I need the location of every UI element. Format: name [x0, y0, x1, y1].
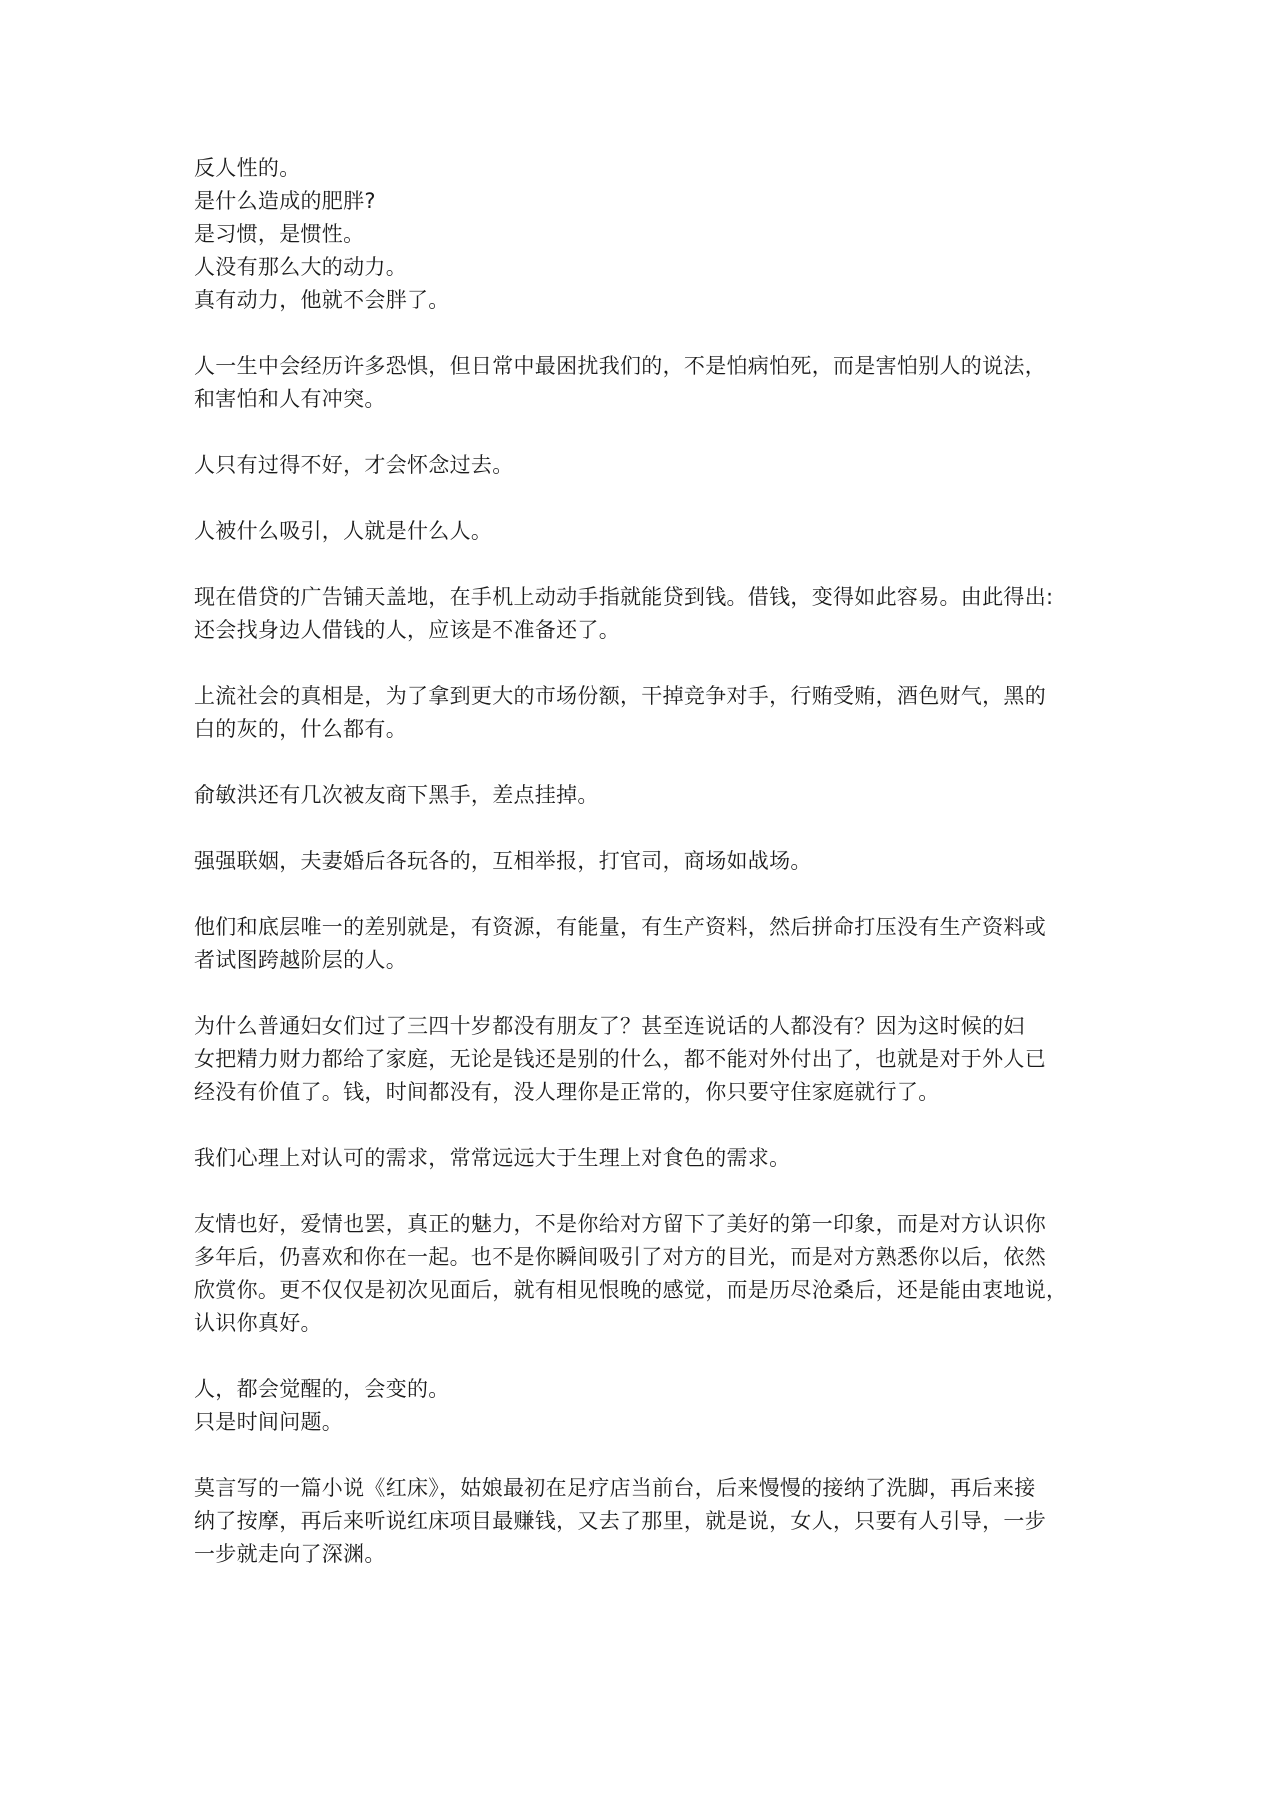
text-line: 和害怕和人有冲突。 — [194, 387, 386, 411]
paragraph-4 — [194, 515, 1086, 548]
paragraph-3 — [194, 449, 1086, 482]
text-line: 上流社会的真相是，为了拿到更大的市场份额，干掉竞争对手，行贿受贿，酒色财气，黑的 — [194, 684, 1046, 708]
paragraph-14 — [194, 1472, 1086, 1571]
text-line: 反人性的。 — [194, 156, 301, 180]
paragraph-10 — [194, 1010, 1086, 1109]
text-line: 真有动力，他就不会胖了。 — [194, 288, 450, 312]
text-line: 人，都会觉醒的，会变的。 — [194, 1377, 450, 1401]
text-line: 莫言写的一篇小说《红床》，姑娘最初在足疗店当前台，后来慢慢的接纳了洗脚，再后来接 — [194, 1476, 1036, 1500]
paragraph-12 — [194, 1208, 1086, 1340]
text-line: 人一生中会经历许多恐惧，但日常中最困扰我们的，不是怕病怕死，而是害怕别人的说法， — [194, 354, 1046, 378]
text-line: 只是时间问题。 — [194, 1410, 344, 1434]
text-line: 现在借贷的广告铺天盖地，在手机上动动手指就能贷到钱。借钱，变得如此容易。由此得出: — [194, 585, 1054, 609]
text-line: 认识你真好。 — [194, 1311, 322, 1335]
text-line: 女把精力财力都给了家庭，无论是钱还是别的什么，都不能对外付出了，也就是对于外人已 — [194, 1047, 1046, 1071]
text-line: 是什么造成的肥胖? — [194, 189, 376, 213]
text-line: 我们心理上对认可的需求，常常远远大于生理上对食色的需求。 — [194, 1146, 791, 1170]
text-line: 人只有过得不好，才会怀念过去。 — [194, 453, 514, 477]
text-line: 是习惯，是惯性。 — [194, 222, 365, 246]
paragraph-8 — [194, 845, 1086, 878]
text-line: 强强联姻，夫妻婚后各玩各的，互相举报，打官司，商场如战场。 — [194, 849, 812, 873]
text-line: 他们和底层唯一的差别就是，有资源，有能量，有生产资料，然后拼命打压没有生产资料或 — [194, 915, 1046, 939]
text-line: 白的灰的，什么都有。 — [194, 717, 407, 741]
text-line: 者试图跨越阶层的人。 — [194, 948, 407, 972]
paragraph-6 — [194, 680, 1086, 746]
paragraph-1 — [194, 152, 1086, 317]
text-line: 一步就走向了深渊。 — [194, 1542, 386, 1566]
text-line: 俞敏洪还有几次被友商下黑手，差点挂掉。 — [194, 783, 599, 807]
paragraph-9 — [194, 911, 1086, 977]
text-line: 欣赏你。更不仅仅是初次见面后，就有相见恨晚的感觉，而是历尽沧桑后，还是能由衷地说， — [194, 1278, 1068, 1302]
paragraph-13 — [194, 1373, 1086, 1439]
text-line: 还会找身边人借钱的人，应该是不准备还了。 — [194, 618, 620, 642]
text-line: 人被什么吸引，人就是什么人。 — [194, 519, 493, 543]
document-page — [194, 152, 1086, 1604]
text-line: 纳了按摩，再后来听说红床项目最赚钱，又去了那里，就是说，女人，只要有人引导，一步 — [194, 1509, 1046, 1533]
paragraph-11 — [194, 1142, 1086, 1175]
text-line: 为什么普通妇女们过了三四十岁都没有朋友了？甚至连说话的人都没有？因为这时候的妇 — [194, 1014, 1025, 1038]
paragraph-5 — [194, 581, 1086, 647]
text-line: 友情也好，爱情也罢，真正的魅力，不是你给对方留下了美好的第一印象，而是对方认识你 — [194, 1212, 1046, 1236]
text-line: 经没有价值了。钱，时间都没有，没人理你是正常的，你只要守住家庭就行了。 — [194, 1080, 940, 1104]
paragraph-7 — [194, 779, 1086, 812]
text-line: 人没有那么大的动力。 — [194, 255, 407, 279]
text-line: 多年后，仍喜欢和你在一起。也不是你瞬间吸引了对方的目光，而是对方熟悉你以后，依然 — [194, 1245, 1046, 1269]
paragraph-2 — [194, 350, 1086, 416]
